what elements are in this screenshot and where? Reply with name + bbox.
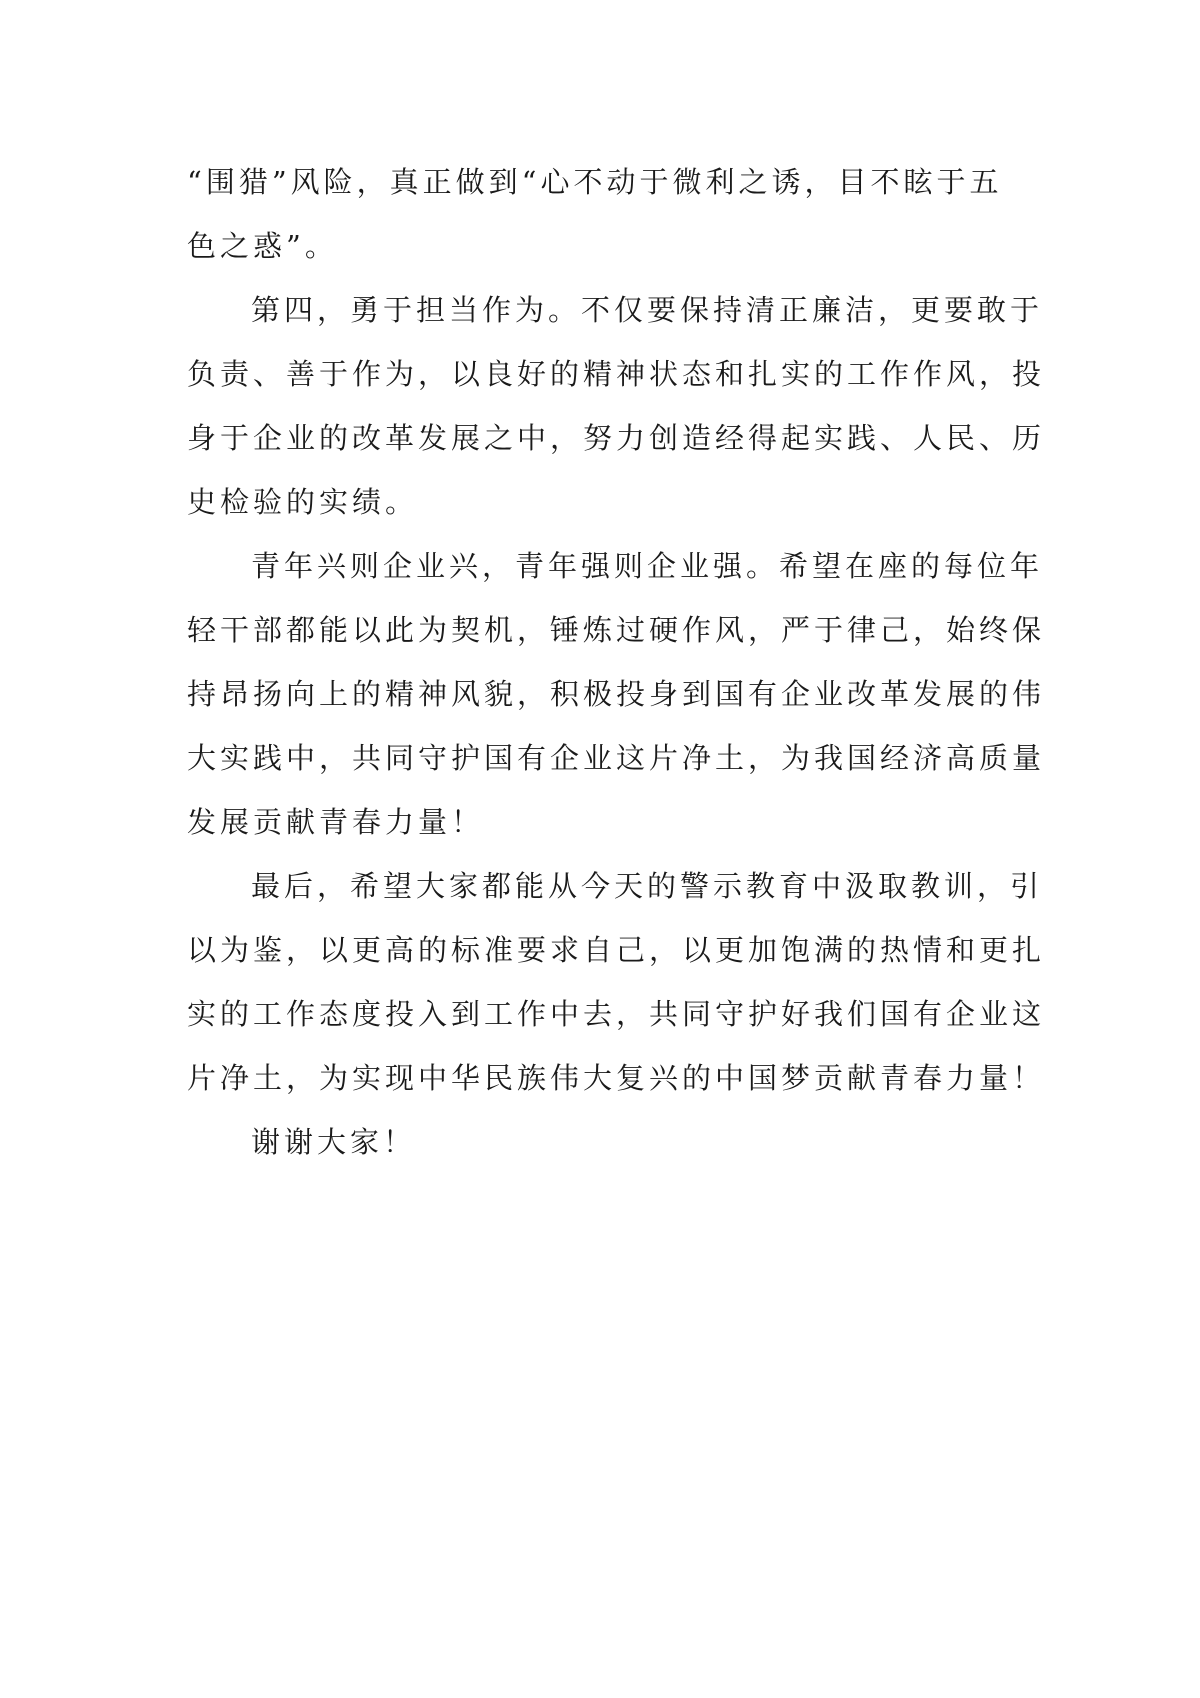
- text-line: 负责、善于作为，以良好的精神状态和扎实的工作作风，投: [187, 357, 1046, 391]
- text-line: 色之惑”。: [187, 229, 338, 263]
- paragraph-continuation: [187, 150, 1027, 278]
- text-line: 片净土，为实现中华民族伟大复兴的中国梦贡献青春力量！: [187, 1061, 1046, 1095]
- paragraph-youth: [187, 534, 1046, 854]
- text-line: 史检验的实绩。: [187, 485, 419, 519]
- text-line: 持昂扬向上的精神风貌，积极投身到国有企业改革发展的伟: [187, 677, 1046, 711]
- text-line: 最后，希望大家都能从今天的警示教育中汲取教训，引: [251, 869, 1044, 903]
- text-line: 青年兴则企业兴，青年强则企业强。希望在座的每位年: [251, 549, 1044, 583]
- text-line: 轻干部都能以此为契机，锤炼过硬作风，严于律己，始终保: [187, 613, 1046, 647]
- paragraph-fourth-point: [187, 278, 1046, 534]
- text-line: 第四，勇于担当作为。不仅要保持清正廉洁，更要敢于: [251, 293, 1044, 327]
- text-line: 大实践中，共同守护国有企业这片净土，为我国经济高质量: [187, 741, 1046, 775]
- paragraph-thanks: [187, 1110, 1027, 1174]
- text-line: 以为鉴，以更高的标准要求自己，以更加饱满的热情和更扎: [187, 933, 1046, 967]
- text-line: 谢谢大家！: [251, 1125, 417, 1159]
- paragraph-closing: [187, 854, 1046, 1110]
- text-line: 身于企业的改革发展之中，努力创造经得起实践、人民、历: [187, 421, 1046, 455]
- text-line: 发展贡献青春力量！: [187, 805, 485, 839]
- text-line: 实的工作态度投入到工作中去，共同守护好我们国有企业这: [187, 997, 1046, 1031]
- document-body: [187, 150, 1046, 1174]
- text-line: “围猎”风险，真正做到“心不动于微利之诱，目不眩于五: [187, 165, 1003, 199]
